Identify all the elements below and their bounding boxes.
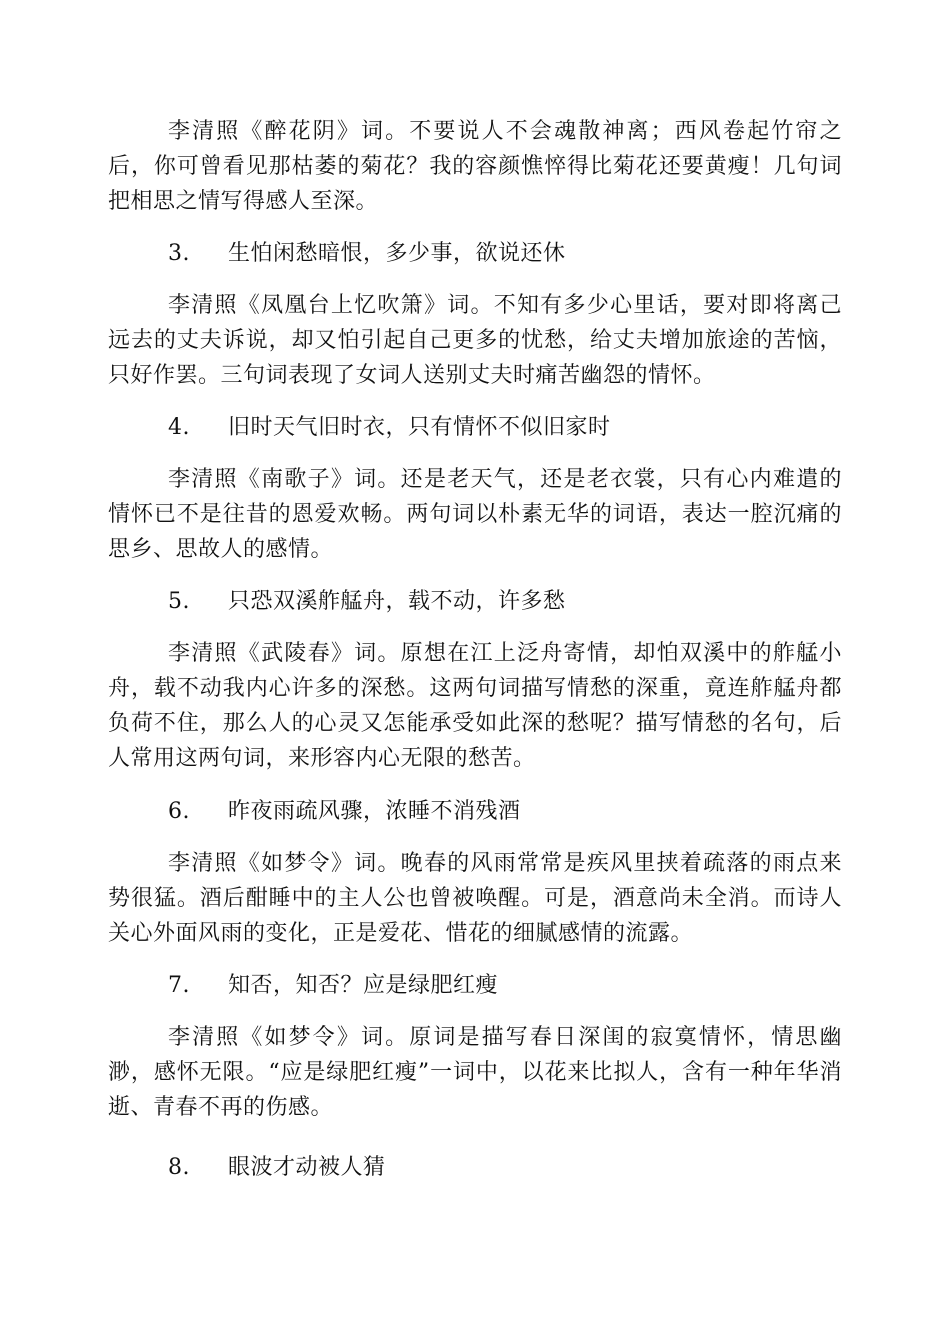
heading-number: 7. [168, 973, 190, 998]
heading-item-8 [168, 1150, 386, 1185]
heading-text: 知否，知否？应是绿肥红瘦 [228, 973, 499, 998]
heading-item-4 [168, 410, 611, 445]
heading-text: 昨夜雨疏风骤，浓睡不消残酒 [228, 799, 521, 824]
heading-item-7 [168, 968, 498, 1003]
heading-text: 旧时天气旧时衣，只有情怀不似旧家时 [228, 415, 611, 440]
heading-number: 6. [168, 799, 190, 824]
heading-text: 生怕闲愁暗恨，多少事，欲说还休 [228, 241, 566, 266]
heading-number: 4. [168, 415, 190, 440]
paragraph-nangezi: 李清照《南歌子》词。还是老天气，还是老衣裳，只有心内难遣的情怀已不是往昔的恩爱欢畅。两句词以朴素无华的词语，表达一腔沉痛的思乡、思故人的感情。 [108, 467, 842, 562]
heading-number: 5. [168, 589, 190, 614]
paragraph-zuihuayin: 李清照《醉花阴》词。不要说人不会魂散神离；西风卷起竹帘之后，你可曾看见那枯萎的菊花？我的容颜憔悴得比菊花还要黄瘦！几句词把相思之情写得感人至深。 [108, 119, 842, 214]
heading-number: 8. [168, 1155, 190, 1180]
heading-text: 只恐双溪舴艋舟，载不动，许多愁 [228, 589, 566, 614]
paragraph-fenghuangtai: 李清照《凤凰台上忆吹箫》词。不知有多少心里话，要对即将离己远去的丈夫诉说，却又怕引起自己更多的忧愁，给丈夫增加旅途的苦恼，只好作罢。三句词表现了女词人送别丈夫时痛苦幽怨的情怀。 [108, 293, 842, 388]
heading-item-3 [168, 236, 566, 271]
heading-text: 眼波才动被人猜 [228, 1155, 386, 1180]
heading-item-5 [168, 584, 566, 619]
paragraph-rumengling-1: 李清照《如梦令》词。晚春的风雨常常是疾风里挟着疏落的雨点来势很猛。酒后酣睡中的主人公也曾被唤醒。可是，酒意尚未全消。而诗人关心外面风雨的变化，正是爱花、惜花的细腻感情的流露。 [108, 851, 842, 946]
heading-number: 3. [168, 241, 190, 266]
heading-item-6 [168, 794, 521, 829]
paragraph-wulingchun: 李清照《武陵春》词。原想在江上泛舟寄情，却怕双溪中的舴艋小舟，载不动我内心许多的深愁。这两句词描写情愁的深重，竟连舴艋舟都负荷不住，那么人的心灵又怎能承受如此深的愁呢？描写情愁的名句，后人常用这两句词，来形容内心无限的愁苦。 [108, 641, 842, 771]
paragraph-rumengling-2: 李清照《如梦令》词。原词是描写春日深闺的寂寞情怀，情思幽渺，感怀无限。“应是绿肥红瘦”一词中，以花来比拟人，含有一种年华消逝、青春不再的伤感。 [108, 1025, 842, 1120]
